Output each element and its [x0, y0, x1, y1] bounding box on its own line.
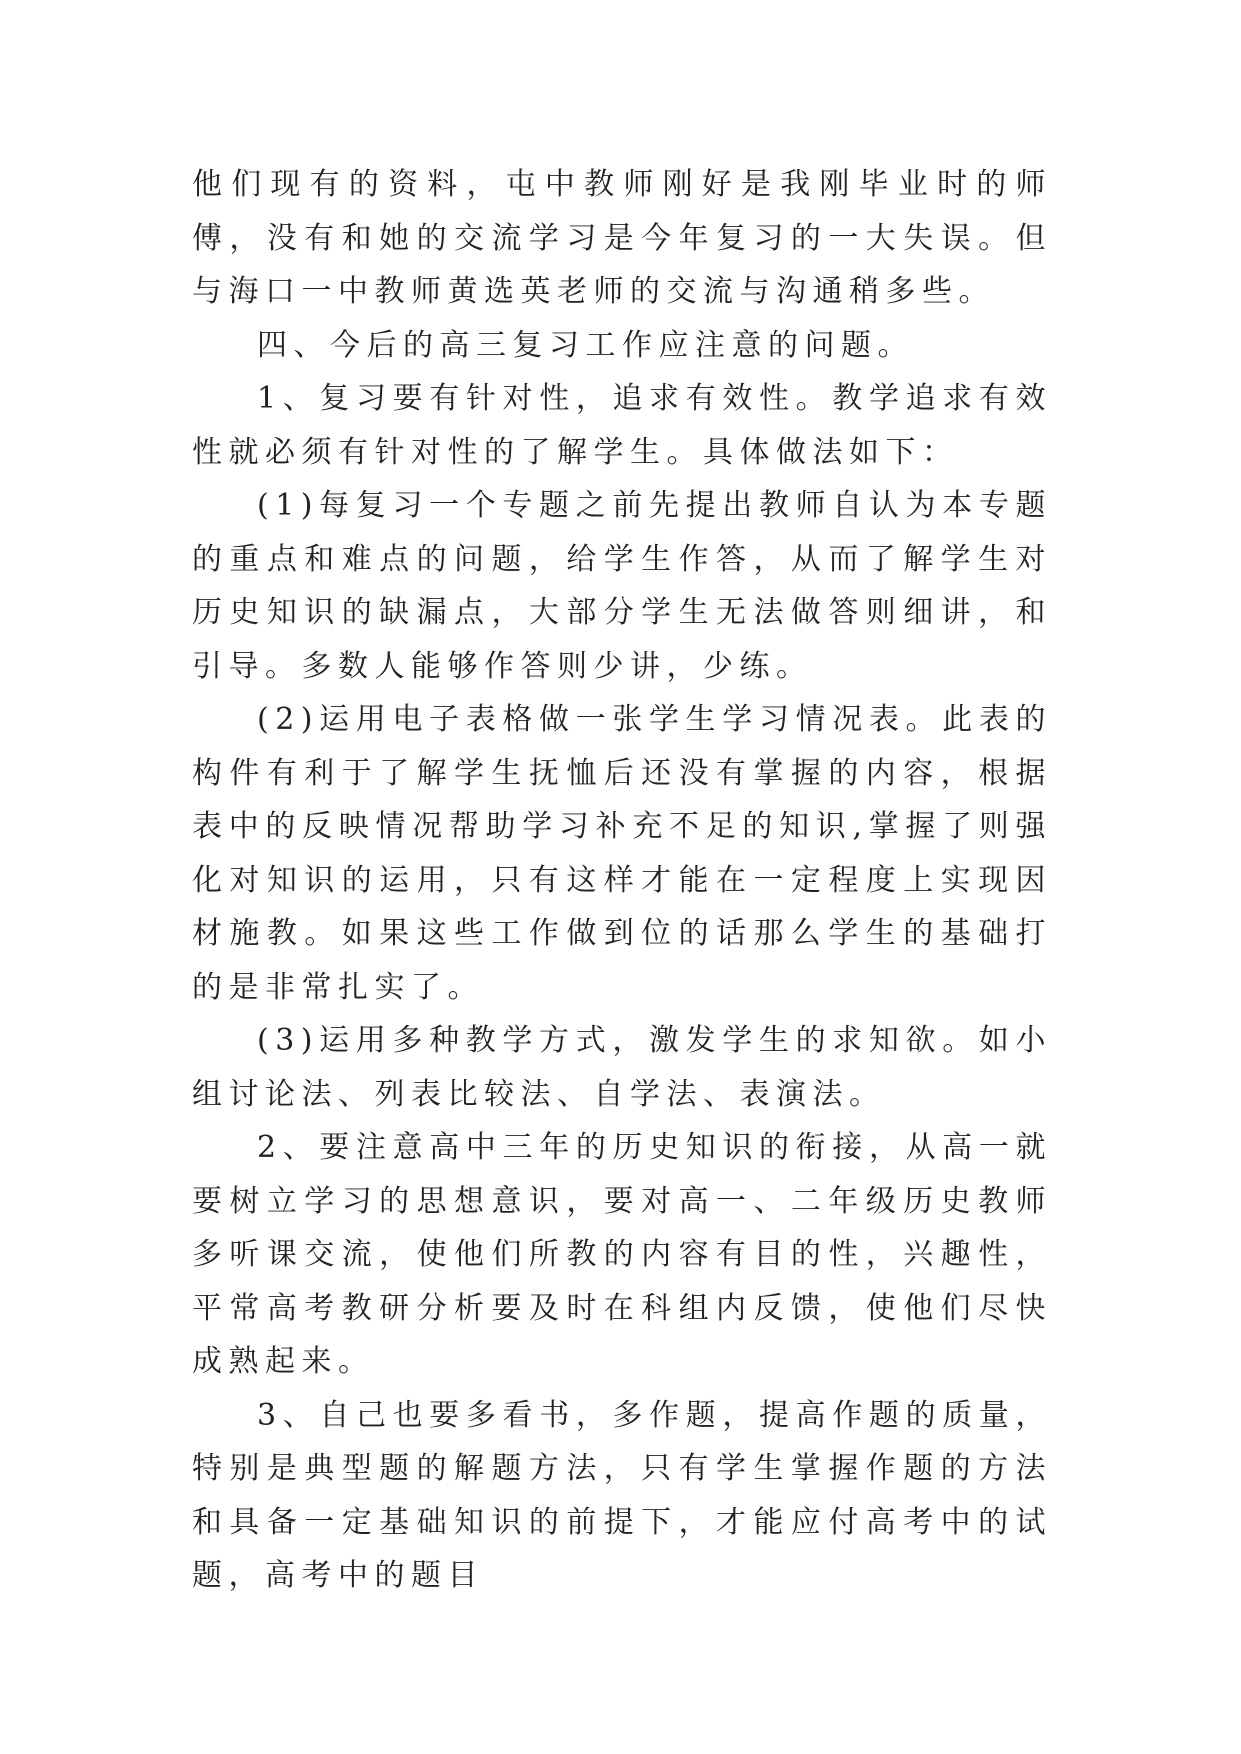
section-heading-four: 四、今后的高三复习工作应注意的问题。 [257, 327, 914, 363]
document-body [192, 158, 1052, 1603]
paragraph-item-2: 2、要注意高中三年的历史知识的衔接，从高一就要树立学习的思想意识，要对高一、二年级历史教师多听课交流，使他们所教的内容有目的性，兴趣性，平常高考教研分析要及时在科组内反馈，使他们尽快成熟起来。 [192, 1130, 1052, 1379]
paragraph-item-3: 3、自己也要多看书，多作题，提高作题的质量，特别是典型题的解题方法，只有学生掌握作题的方法和具备一定基础知识的前提下，才能应付高考中的试题，高考中的题目 [192, 1397, 1052, 1593]
paragraph-subitem-3: (3)运用多种教学方式，激发学生的求知欲。如小组讨论法、列表比较法、自学法、表演法。 [192, 1023, 1052, 1112]
paragraph-subitem-1: (1)每复习一个专题之前先提出教师自认为本专题的重点和难点的问题，给学生作答，从而了解学生对历史知识的缺漏点，大部分学生无法做答则细讲，和引导。多数人能够作答则少讲，少练。 [192, 488, 1052, 684]
paragraph-subitem-2: (2)运用电子表格做一张学生学习情况表。此表的构件有利于了解学生抚恤后还没有掌握的内容，根据表中的反映情况帮助学习补充不足的知识,掌握了则强化对知识的运用，只有这样才能在一定程度上实现因材施教。如果这些工作做到位的话那么学生的基础打的是非常扎实了。 [192, 702, 1052, 1005]
paragraph-continuation: 他们现有的资料，屯中教师刚好是我刚毕业时的师傅，没有和她的交流学习是今年复习的一大失误。但与海口一中教师黄选英老师的交流与沟通稍多些。 [192, 167, 1052, 309]
paragraph-item-1: 1、复习要有针对性，追求有效性。教学追求有效性就必须有针对性的了解学生。具体做法如下： [192, 381, 1052, 470]
